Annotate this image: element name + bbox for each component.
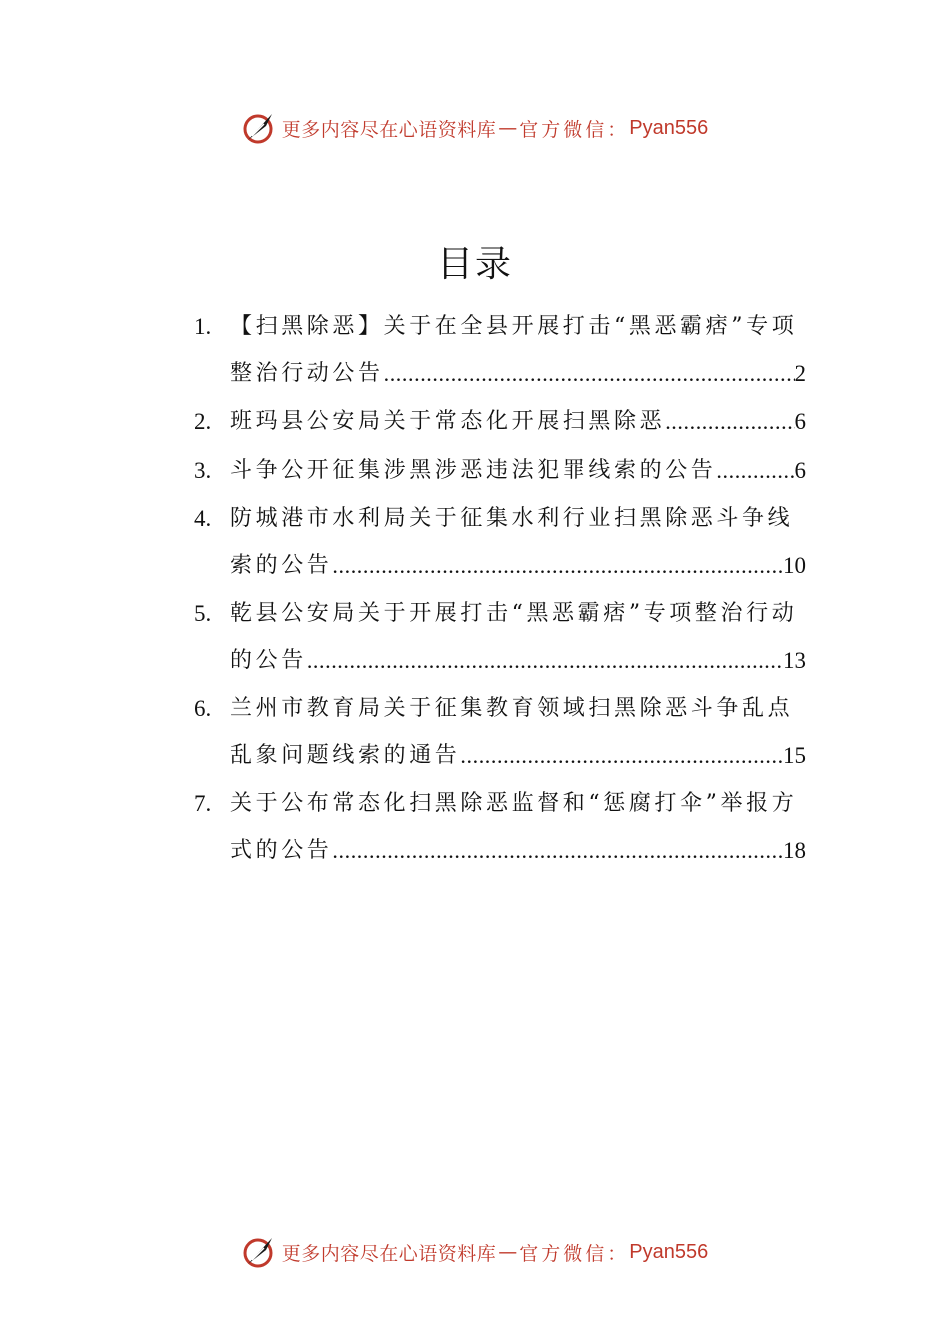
entry-title: 【扫黑除恶】关于在全县开展打击“黑恶霸痞”专项 xyxy=(230,314,798,339)
wechat-label: 官方微信： xyxy=(519,1242,630,1265)
wechat-account: Pyan556 xyxy=(629,1240,709,1263)
entry-number: 5. xyxy=(194,601,212,626)
entry-number: 4. xyxy=(194,506,212,531)
separator-dash: — xyxy=(498,117,518,139)
entry-number: 6. xyxy=(194,696,212,721)
entry-title-continued: 整治行动公告 xyxy=(230,360,384,386)
entry-page-number: 13 xyxy=(783,647,806,673)
separator-dash: — xyxy=(498,1241,518,1263)
toc-entry-7[interactable] xyxy=(194,781,806,874)
footer-banner xyxy=(0,1230,950,1274)
entry-page-number: 2 xyxy=(794,360,806,386)
entry-title: 防城港市水利局关于征集水利行业扫黑除恶斗争线 xyxy=(230,506,794,531)
toc-entry-4[interactable] xyxy=(194,496,806,589)
entry-title: 兰州市教育局关于征集教育领域扫黑除恶斗争乱点 xyxy=(230,696,794,721)
dot-leader xyxy=(307,638,783,685)
entry-number: 2. xyxy=(194,409,212,434)
toc-entry-5[interactable] xyxy=(194,591,806,684)
entry-number: 3. xyxy=(194,457,212,483)
site-name: 更多内容尽在心语资料库 xyxy=(281,118,497,141)
entry-title-continued: 的公告 xyxy=(230,647,307,673)
entry-title-continued: 乱象问题线索的通告 xyxy=(230,742,461,768)
dot-leader xyxy=(332,543,783,590)
entry-page-number: 15 xyxy=(783,742,806,768)
entry-number: 1. xyxy=(194,314,212,339)
quill-circle-icon xyxy=(242,1234,278,1270)
entry-page-number: 6 xyxy=(794,409,806,434)
toc-entry-1[interactable] xyxy=(194,304,806,397)
dot-leader xyxy=(384,351,795,398)
toc-entry-3[interactable] xyxy=(194,448,806,495)
entry-title: 乾县公安局关于开展打击“黑恶霸痞”专项整治行动 xyxy=(230,601,798,626)
entry-page-number: 10 xyxy=(783,552,806,578)
wechat-label: 官方微信： xyxy=(519,118,630,141)
dot-leader xyxy=(460,733,783,780)
header-banner xyxy=(0,106,950,150)
dot-leader xyxy=(665,399,794,446)
entry-title-continued: 式的公告 xyxy=(230,837,333,863)
entry-page-number: 18 xyxy=(783,837,806,863)
entry-page-number: 6 xyxy=(794,457,806,483)
quill-circle-icon xyxy=(242,110,278,146)
dot-leader xyxy=(332,828,783,875)
dot-leader xyxy=(716,448,794,495)
entry-title: 班玛县公安局关于常态化开展扫黑除恶 xyxy=(230,409,666,434)
toc-entry-2[interactable] xyxy=(194,399,806,446)
wechat-account: Pyan556 xyxy=(629,116,709,139)
entry-number: 7. xyxy=(194,791,212,816)
entry-title: 关于公布常态化扫黑除恶监督和“惩腐打伞”举报方 xyxy=(230,791,798,816)
entry-title-continued: 索的公告 xyxy=(230,552,333,578)
table-of-contents xyxy=(194,304,806,876)
toc-title: 目录 xyxy=(436,244,513,285)
site-name: 更多内容尽在心语资料库 xyxy=(281,1242,497,1265)
entry-title: 斗争公开征集涉黑涉恶违法犯罪线索的公告 xyxy=(230,457,717,483)
toc-entry-6[interactable] xyxy=(194,686,806,779)
